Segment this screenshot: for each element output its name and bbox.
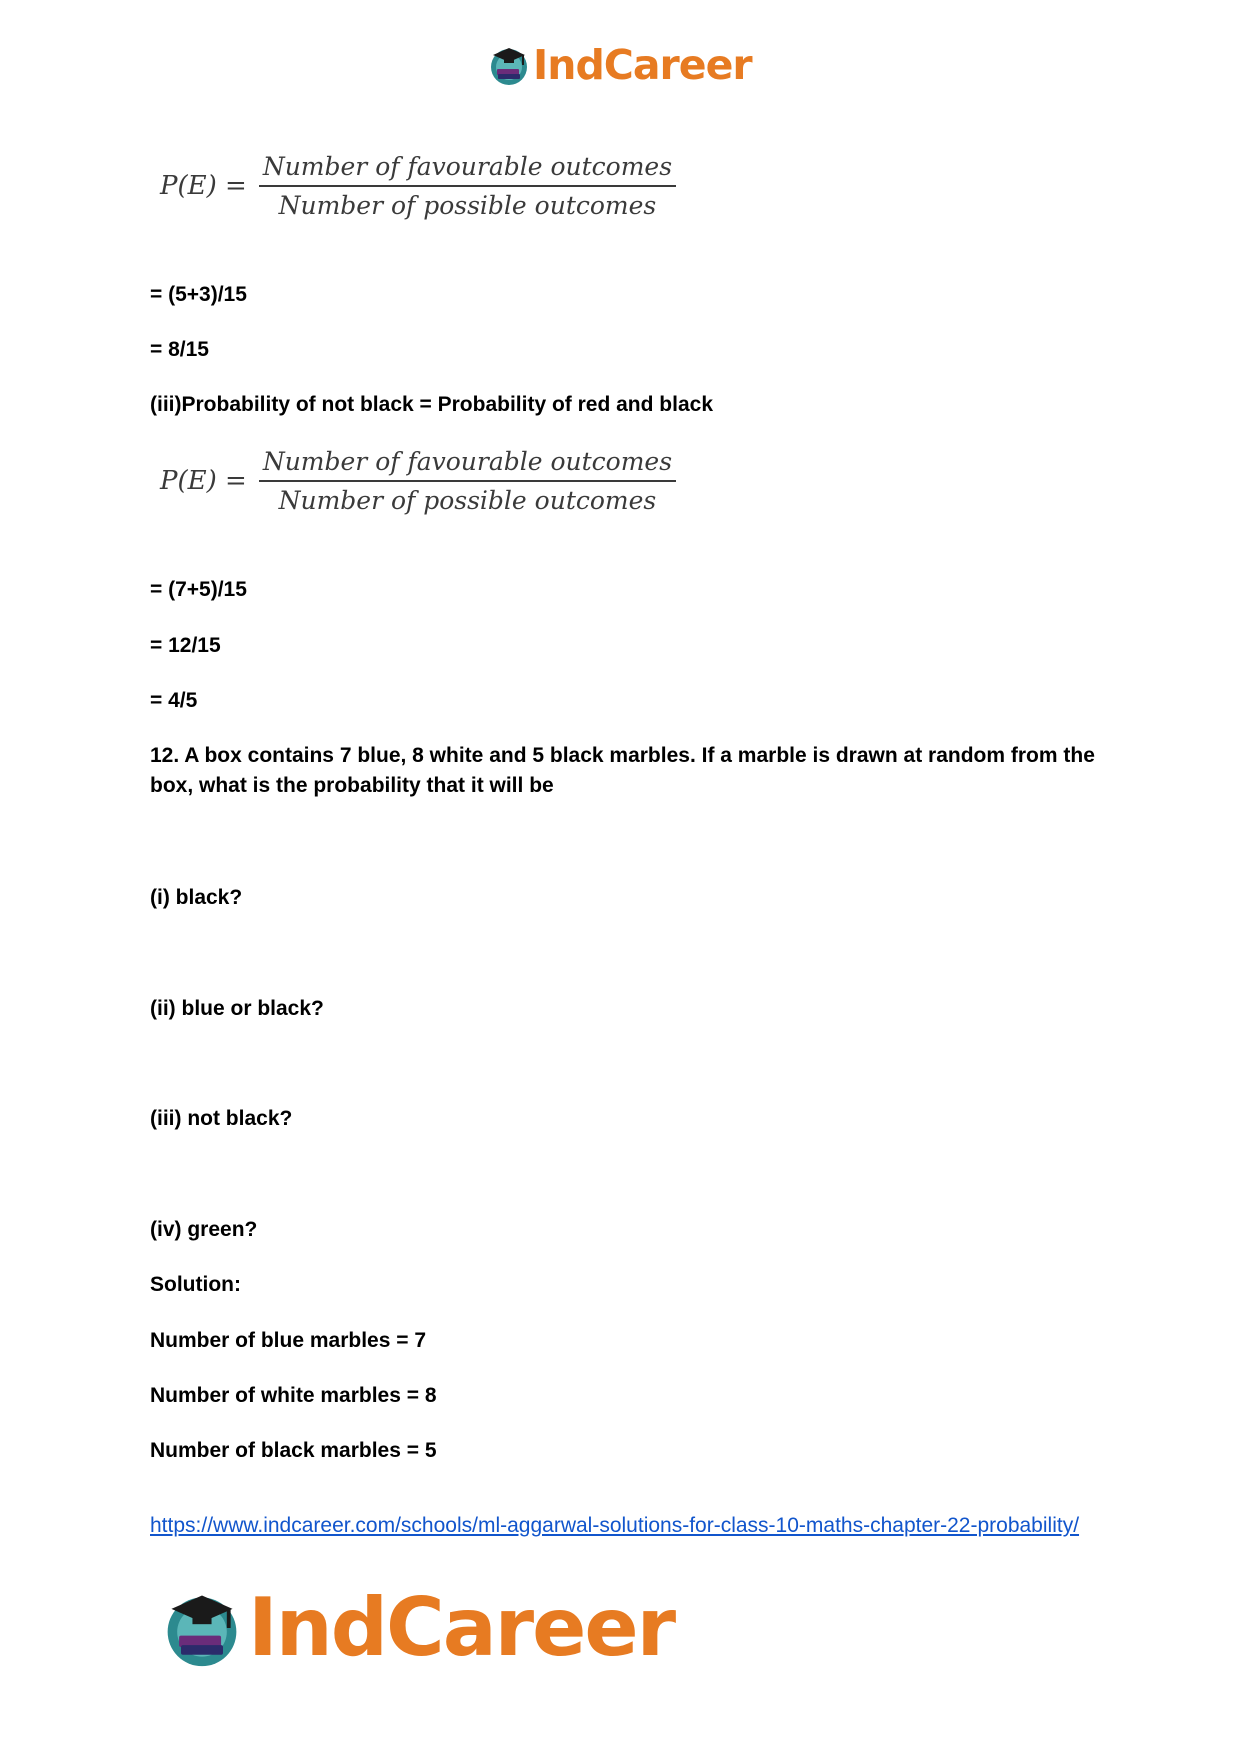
header-logo[interactable] [487,40,752,90]
question-part: (iv) green? [150,1218,258,1241]
question-part: (i) black? [150,886,243,909]
solution-line: Number of black marbles = 5 [150,1439,437,1462]
question-part: (iii) not black? [150,1107,293,1130]
question-text: 12. A box contains 7 blue, 8 white and 5 black marbles. If a marble is drawn at random from the box, what is the probability that it will be [150,744,1095,797]
formula-lhs: P(E) = [160,466,247,496]
formula-fraction [259,152,676,220]
formula-numerator: Number of favourable outcomes [259,152,676,187]
logo-wordmark: IndCareer [248,1581,675,1674]
formula-fraction [259,447,676,515]
calc-line: = 8/15 [150,338,209,361]
probability-formula [160,447,676,515]
graduation-cap-book-icon [487,43,531,87]
graduation-cap-book-icon [160,1586,244,1670]
logo-wordmark: IndCareer [533,41,752,89]
probability-formula [160,152,676,220]
formula-numerator: Number of favourable outcomes [259,447,676,482]
formula-denominator: Number of possible outcomes [278,486,657,515]
calc-line: = 12/15 [150,634,221,657]
calc-line: = 4/5 [150,689,198,712]
formula-lhs: P(E) = [160,171,247,201]
solution-line: Number of white marbles = 8 [150,1384,437,1407]
question-part: (ii) blue or black? [150,997,324,1020]
part-heading: (iii)Probability of not black = Probability of red and black [150,393,714,416]
solution-heading: Solution: [150,1273,241,1296]
source-link[interactable]: https://www.indcareer.com/schools/ml-aggarwal-solutions-for-class-10-maths-chapter-22-probability/ [150,1514,1080,1537]
solution-line: Number of blue marbles = 7 [150,1329,426,1352]
formula-denominator: Number of possible outcomes [278,191,657,220]
calc-line: = (5+3)/15 [150,283,247,306]
footer-logo[interactable] [160,1578,674,1678]
calc-line: = (7+5)/15 [150,578,247,601]
